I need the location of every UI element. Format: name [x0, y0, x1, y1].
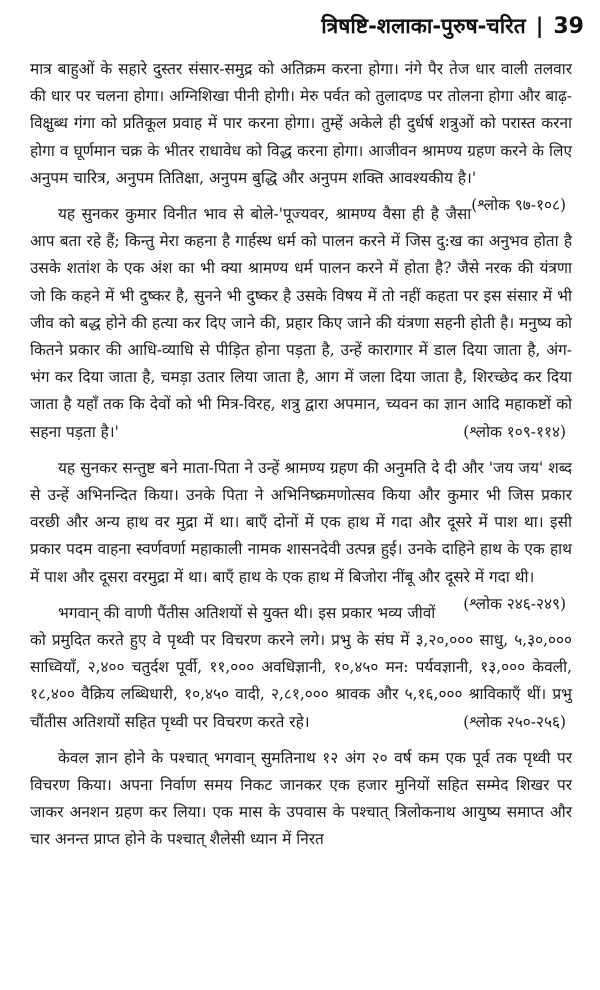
- paragraph-text: केवल ज्ञान होने के पश्चात् भगवान् सुमतिनाथ १२ अंग २० वर्ष कम एक पूर्व तक पृथ्वी पर विचरण किया। अपना निर्वाण समय निकट जानकर एक हजार मुनियों सहित सम्मेद शिखर पर जाकर अनशन ग्रहण कर लिया। एक मास के उपवास के पश्चात् त्रिलोकनाथ आयुष्य समाप्त और चार अनन्त प्राप्त होने के पश्चात् शैलेसी ध्यान में निरत: [30, 748, 572, 849]
- paragraph-text: यह सुनकर सन्तुष्ट बने माता-पिता ने उन्हें श्रामण्य ग्रहण की अनुमति दे दी और 'जय जय' शब्द से उन्हें अभिनन्दित किया। उनके पिता ने अभिनिष्क्रमणोत्सव किया और कुमार भी जिस प्रकार वरछी और अन्य हाथ वर मुद्रा में था। बाएँ दोनों में एक हाथ में गदा और दूसरे में पाश था। इसी प्रकार पदम वाहना स्वर्णवर्णा महाकाली नामक शासनदेवी उत्पन्न हुई। उनके दाहिने हाथ के एक हाथ में पाश और दूसरा वरमुद्रा में था। बाएँ हाथ के एक हाथ में बिजोरा नींबू और दूसरे में गदा थी।: [30, 458, 572, 586]
- paragraph-text: भगवान् की वाणी पैंतीस अतिशयों से युक्त थी। इस प्रकार भव्य जीवों को प्रमुदित करते हुए वे पृथ्वी पर विचरण करने लगे। प्रभु के संघ में ३,२०,००० साधु, ५,३०,००० साध्वियाँ, २,४०० चतुर्दश पूर्वी, ११,००० अवधिज्ञानी, १०,४५० मन: पर्यवज्ञानी, १३,००० केवली, १८,४०० वैक्रिय लब्धिधारी, १०,४५० वादी, २,८१,००० श्रावक और ५,१६,००० श्राविकाएँ थीं। प्रभु चौंतीस अतिशयों सहित पृथ्वी पर विचरण करते रहे।: [30, 603, 572, 731]
- paragraph-text: मात्र बाहुओं के सहारे दुस्तर संसार-समुद्र को अतिक्रम करना होगा। नंगे पैर तेज धार वाली तलवार की धार पर चलना होगा। अग्निशिखा पीनी होगी। मेरु पर्वत को तुलादण्ड पर तोलना होगा और बाढ़-विक्षुब्ध गंगा को प्रतिकूल प्रवाह में पार करना होगा। तुम्हें अकेले ही दुर्धर्ष शत्रुओं को परास्त करना होगा व घूर्णमान चक्र के भीतर राधावेध को विद्ध करना होगा। आजीवन श्रामण्य ग्रहण करने के लिए अनुपम चारित्र, अनुपम तितिक्षा, अनुपम बुद्धि और अनुपम शक्ति आवश्यकीय है।': [30, 60, 572, 187]
- paragraph-5: [30, 745, 572, 854]
- paragraph-text: यह सुनकर कुमार विनीत भाव से बोले-'पूज्यवर, श्रामण्य वैसा ही है जैसा आप बता रहे हैं; किन्तु मेरा कहना है गार्हस्थ धर्म को पालन करने में जिस दु:ख का अनुभव होता है उसके शतांश के एक अंश का भी क्या श्रामण्य धर्म पालन करने में होता है? जैसे नरक की यंत्रणा जो कि कहने में भी दुष्कर है, सुनने भी दुष्कर है उसके विषय में तो नहीं कहता पर इस संसार में भी जीव को बद्ध होने की हत्या कर दिए जाने की, प्रहार किए जाने की यंत्रणा सहनी होती है। मनुष्य को कितने प्रकार की आधि-व्याधि से पीड़ित होना पड़ता है, उन्हें कारागार में डाल दिया जाता है, अंग-भंग कर दिया जाता है, चमड़ा उतार लिया जाता है, आग में जला दिया जाता है, शिरच्छेद कर दिया जाता है यहाँ तक कि देवों को भी मित्र-विरह, शत्रु द्वारा अपमान, च्यवन का ज्ञान आदि महाकष्टों को सहना पड़ता है।': [30, 205, 572, 441]
- body-text: [30, 56, 572, 863]
- book-title: त्रिषष्टि-शलाका-पुरुष-चरित: [321, 14, 526, 38]
- running-header: [16, 6, 584, 46]
- verse-citation: (श्लोक २४६-२४९): [463, 594, 566, 613]
- verse-citation: (श्लोक ९७-१०८): [471, 196, 566, 215]
- paragraph-4: [30, 600, 572, 736]
- page-number: 39: [553, 13, 584, 39]
- paragraph-2: [30, 201, 572, 446]
- header-separator: |: [535, 14, 544, 38]
- verse-citation: (श्लोक १०९-११४): [463, 422, 566, 441]
- paragraph-3: [30, 455, 572, 613]
- paragraph-1: [30, 56, 572, 215]
- verse-citation: (श्लोक २५०-२५६): [463, 712, 566, 731]
